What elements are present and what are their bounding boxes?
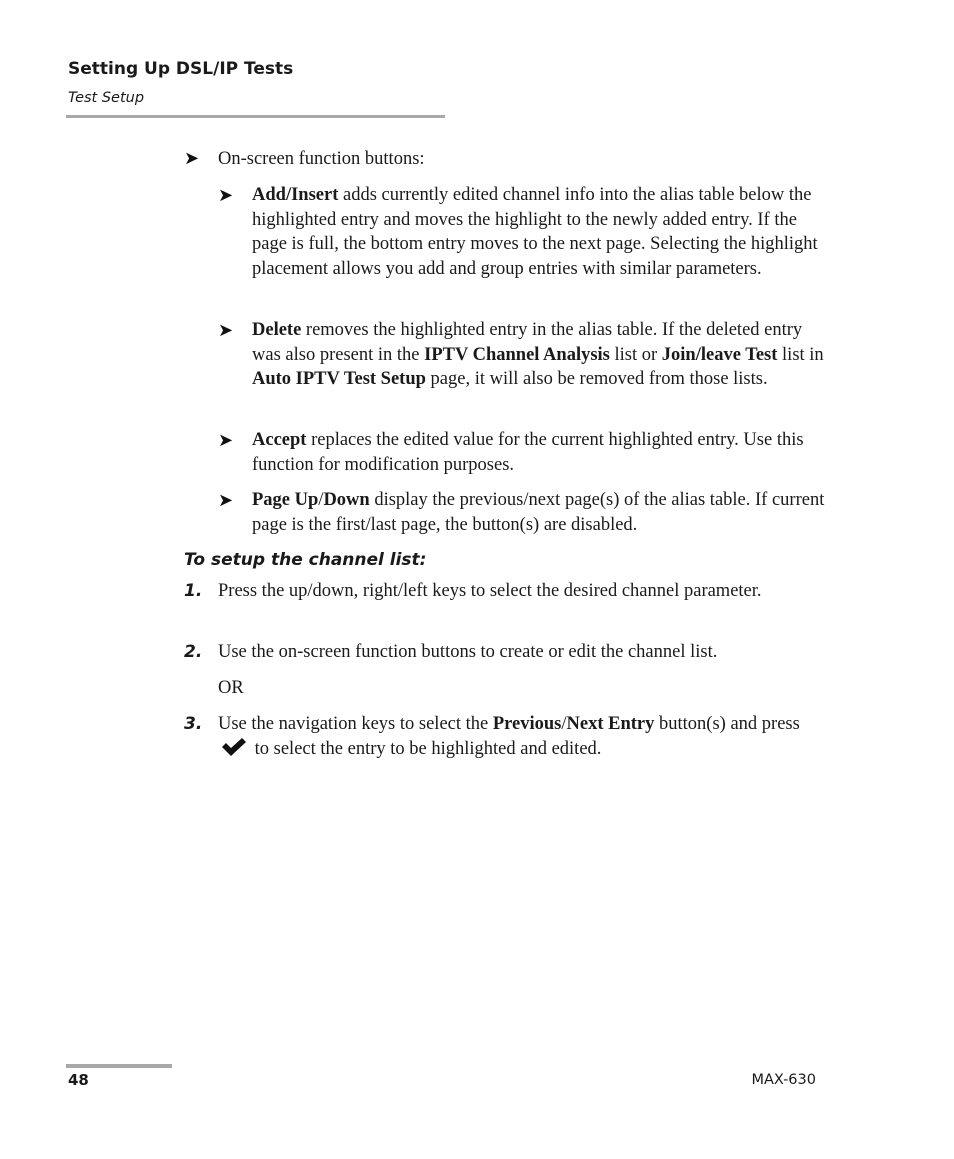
running-header-title: Setting Up DSL/IP Tests <box>68 59 294 79</box>
term-add-insert: Add/Insert <box>252 185 339 205</box>
term-accept: Accept <box>252 430 307 450</box>
footer-rule <box>66 1064 172 1068</box>
step-number: 3. <box>184 714 203 734</box>
header-rule <box>66 115 445 118</box>
button-desc-add-insert: Add/Insert adds currently edited channel info into the alias table below the highlighted entry and moves the highlight to the newly added entry. If the page is full, the bottom entry moves to the next page. Selecting the highlight placement allows you add and group entries with similar parameters. <box>252 185 818 280</box>
bullet-arrow-icon: ➤ <box>184 148 200 169</box>
button-desc-accept: Accept replaces the edited value for the current highlighted entry. Use this function for modification purposes. <box>252 430 804 475</box>
checkmark-icon <box>221 737 247 757</box>
intro-text: On-screen function buttons: <box>218 149 425 169</box>
bullet-arrow-icon: ➤ <box>218 490 234 511</box>
term-down: Down <box>323 490 370 510</box>
button-desc-page-up-down: Page Up/Down display the previous/next page(s) of the alias table. If current page is the first/last page, the button(s) are disabled. <box>252 490 825 535</box>
product-model: MAX-630 <box>751 1072 816 1088</box>
bullet-arrow-icon: ➤ <box>218 320 234 341</box>
procedure-heading: To setup the channel list: <box>184 550 427 570</box>
page-number: 48 <box>68 1071 89 1089</box>
bullet-arrow-icon: ➤ <box>218 185 234 206</box>
button-desc-delete: Delete removes the highlighted entry in the alias table. If the deleted entry was also present in the IPTV Channel Analysis list or Join/leave Test list in Auto IPTV Test Setup page, it will also be removed from those lists. <box>252 320 824 390</box>
or-separator: OR <box>218 678 244 698</box>
running-header-subtitle: Test Setup <box>68 90 145 106</box>
step-1-text: Press the up/down, right/left keys to select the desired channel parameter. <box>218 581 762 601</box>
term-previous: Previous <box>492 714 562 734</box>
term-page-up: Page Up <box>252 490 319 510</box>
step-3-text: Use the navigation keys to select the Previous/Next Entry button(s) and press to select the entry to be highlighted and edited. <box>218 714 800 759</box>
bullet-arrow-icon: ➤ <box>218 430 234 451</box>
term-delete: Delete <box>252 320 302 340</box>
step-2-text: Use the on-screen function buttons to create or edit the channel list. <box>218 642 718 662</box>
step-number: 1. <box>184 581 203 601</box>
step-number: 2. <box>184 642 203 662</box>
term-next-entry: Next Entry <box>566 714 655 734</box>
